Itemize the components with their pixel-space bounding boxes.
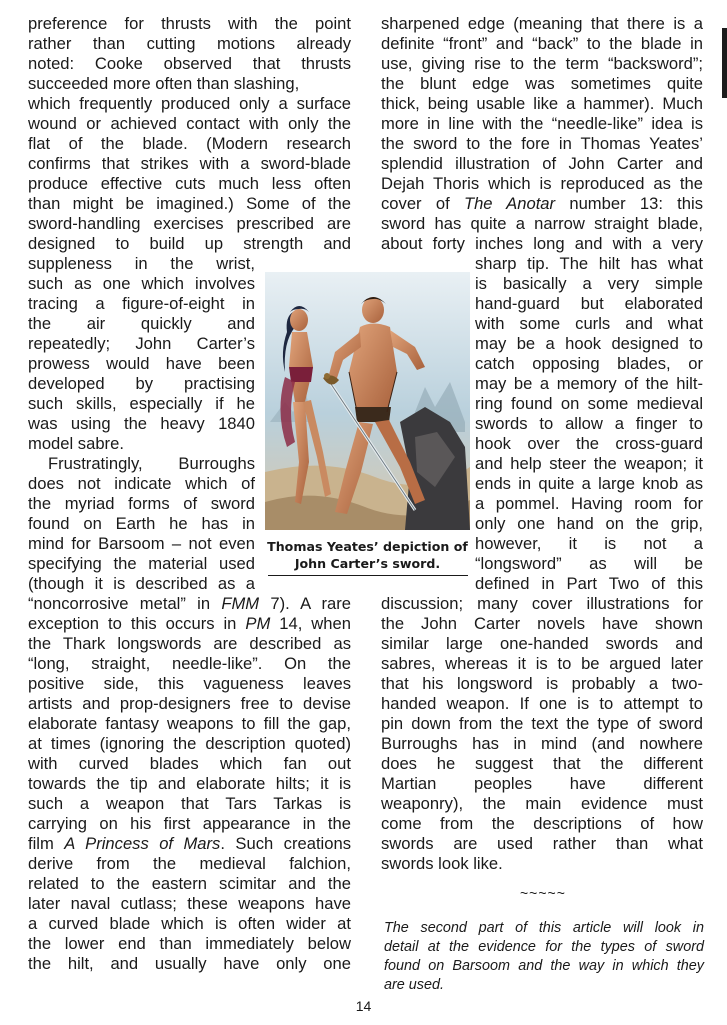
caption-divider [268, 575, 468, 576]
text-line: such skills, especially if he [28, 394, 255, 413]
text-line: exception to this occurs in PM 14, when [28, 614, 351, 633]
text-line: ring found on some medieval [475, 394, 703, 413]
text-line: towards the tip and elaborate hilts; it is [28, 774, 351, 793]
text-line: about forty inches long and with a very [381, 234, 703, 253]
text-line: suppleness in the wrist, [28, 254, 255, 273]
text-line: rather than cutting motions already [28, 34, 351, 53]
text-line: film A Princess of Mars. Such creations [28, 834, 351, 853]
text-line: swords look like. [381, 854, 503, 873]
text-line: ends in quite a large knob as [475, 474, 703, 493]
text-line: weaponry), the main evidence must [381, 794, 703, 813]
text-line: is basically a very simple [475, 274, 703, 293]
text-line: the lower end than immediately below [28, 934, 351, 953]
text-line: similar large one-handed swords and [381, 634, 703, 653]
text-line: confirms that strikes with a sword-blade [28, 154, 351, 173]
text-line: splendid illustration of John Carter and [381, 154, 703, 173]
text-line: the hilt, and usually have only one [28, 954, 351, 973]
text-line: may be a hook designed to [475, 334, 703, 353]
text-line: pin down from the text the type of sword [381, 714, 703, 733]
text-line: swords to allow a finger to [475, 414, 703, 433]
text-line: a pommel. Having room for [475, 494, 703, 513]
text-line: thick, being usable like a hammer). Much [381, 94, 703, 113]
figure-caption [265, 538, 470, 572]
text-line: Burroughs has in mind (and nowhere [381, 734, 703, 753]
illustration-artwork [265, 272, 470, 530]
text-line: the Thark longswords are described as [28, 634, 351, 653]
text-line: found on Earth he has in [28, 514, 255, 533]
text-line: with some curls and what [475, 314, 703, 333]
text-line: flat of the blade. (Modern research [28, 134, 351, 153]
text-line: hook over the cross-guard [475, 434, 703, 453]
text-line: handed weapon. If one is to attempt to [381, 694, 703, 713]
caption-line: Thomas Yeates’ depiction of [267, 539, 468, 554]
text-line: only one hand on the grip, [475, 514, 703, 533]
text-line: the air quickly and [28, 314, 255, 333]
text-line: artists and prop-designers free to devise [28, 694, 351, 713]
note-line: The second part of this article will look in [384, 920, 704, 936]
text-line: more in line with the “needle-like” idea is [381, 114, 703, 133]
text-line: “long, straight, needle-like”. On the [28, 654, 351, 673]
text-line: the sword to the fore in Thomas Yeates’ [381, 134, 703, 153]
text-line: which frequently produced only a surface [28, 94, 351, 113]
text-line: “longsword” as will be [475, 554, 703, 573]
caption-line: John Carter’s sword. [294, 556, 441, 571]
note-line: are used. [384, 977, 445, 993]
section-separator: ~~~~~ [520, 885, 566, 901]
text-line: specifying the material used [28, 554, 255, 573]
page-edge-mark [722, 28, 727, 98]
text-line: wound or achieved contact with only the [28, 114, 351, 133]
text-line: prowess would have been [28, 354, 255, 373]
text-line: sharpened edge (meaning that there is a [381, 14, 703, 33]
text-line: the John Carter novels have shown [381, 614, 703, 633]
text-line: succeeded more often than slashing, [28, 74, 300, 93]
text-line: produce effective cuts much less often [28, 174, 351, 193]
text-line: related to the eastern scimitar and the [28, 874, 351, 893]
page-number: 14 [355, 998, 372, 1014]
text-line: Frustratingly, Burroughs [48, 454, 255, 473]
text-line: designed to build up strength and [28, 234, 351, 253]
text-line: sabres, whereas it is to be argued later [381, 654, 703, 673]
text-line: sharp tip. The hilt has what [475, 254, 703, 273]
text-line: may be a memory of the hilt- [475, 374, 703, 393]
text-line: sword has quite a narrow straight blade, [381, 214, 703, 233]
text-line: mind for Barsoom – not even [28, 534, 255, 553]
text-line: Martian peoples have different [381, 774, 703, 793]
text-line: preference for thrusts with the point [28, 14, 351, 33]
text-line: sword-handling exercises prescribed are [28, 214, 351, 233]
text-line: Dejah Thoris which is reproduced as the [381, 174, 703, 193]
text-line: hand-guard but elaborated [475, 294, 703, 313]
text-line: (though it is described as a [28, 574, 255, 593]
text-line: elaborate fantasy weapons to fill the gap, [28, 714, 351, 733]
note-line: found on Barsoom and the way in which they [384, 958, 704, 974]
text-line: and help steer the weapon; it [475, 454, 703, 473]
text-line: use, giving rise to the term “backsword”; [381, 54, 703, 73]
text-line: tracing a figure-of-eight in [28, 294, 255, 313]
text-line: discussion; many cover illustrations for [381, 594, 703, 613]
text-line: cover of The Anotar number 13: this [381, 194, 704, 213]
text-line: with curved blades which fan out [28, 754, 351, 773]
text-line: “noncorrosive metal” in FMM 7). A rare [28, 594, 351, 613]
text-line: was using the heavy 1840 [28, 414, 255, 433]
text-line: such a weapon that Tars Tarkas is [28, 794, 351, 813]
text-line: that his longsword is probably a two- [381, 674, 703, 693]
text-line: catch opposing blades, or [475, 354, 703, 373]
text-line: does not indicate which of [28, 474, 255, 493]
text-line: derive from the medieval falchion, [28, 854, 351, 873]
text-line: however, it is not a [475, 534, 703, 553]
text-line: defined in Part Two of this [475, 574, 703, 593]
text-line: positive side, this vagueness leaves [28, 674, 351, 693]
text-line: noted: Cooke observed that thrusts [28, 54, 351, 73]
text-line: the myriad forms of sword [28, 494, 255, 513]
text-line: repeatedly; John Carter’s [28, 334, 255, 353]
text-line: come from the descriptions of how [381, 814, 703, 833]
text-line: later naval cutlass; these weapons have [28, 894, 351, 913]
text-line: definite “front” and “back” to the blade in [381, 34, 703, 53]
text-line: model sabre. [28, 434, 124, 453]
text-line: the blunt edge was sometimes quite [381, 74, 703, 93]
text-line: swords are used rather than what [381, 834, 703, 853]
text-line: does he suggest that the different [381, 754, 703, 773]
text-line: such as one which involves [28, 274, 255, 293]
text-line: developed by practising [28, 374, 255, 393]
illustration [265, 272, 470, 530]
text-line: than might be imagined.) Some of the [28, 194, 351, 213]
text-line: carrying on his first appearance in the [28, 814, 351, 833]
text-line: at times (ignoring the description quoted) [28, 734, 351, 753]
note-line: detail at the evidence for the types of sword [384, 939, 704, 955]
text-line: a curved blade which is often wider at [28, 914, 351, 933]
